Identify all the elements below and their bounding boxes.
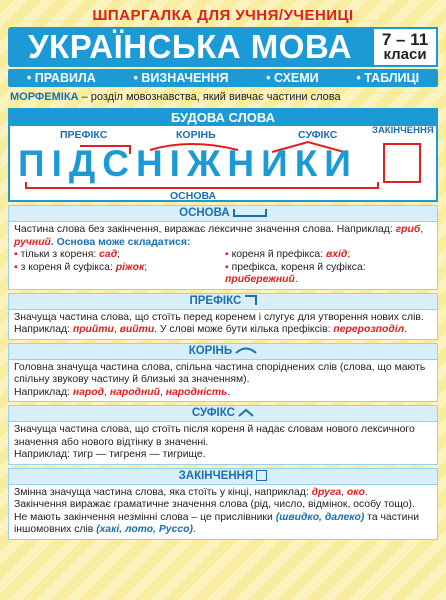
ending-body [9, 485, 437, 539]
title-bar [8, 27, 438, 67]
suffix-examples: Наприклад: тигр — тигреня — тигрище. [14, 449, 206, 460]
label-ending: ЗАКІНЧЕННЯ [372, 125, 434, 136]
osnova-example-1: гриб [395, 224, 421, 235]
sub-schemes: • СХЕМИ [266, 71, 319, 85]
grade-badge [372, 27, 438, 67]
word-structure-heading: БУДОВА СЛОВА [10, 110, 436, 126]
prefix-heading [9, 294, 437, 310]
section-ending [8, 468, 438, 540]
root-examples: Наприклад: народ, народний, народність. [14, 386, 231, 398]
ending-example-1: друга [311, 486, 342, 498]
list-item: ▪ тільки з кореня: сад; [14, 249, 121, 260]
subtitle-bar [8, 69, 438, 87]
osnova-heading [9, 206, 437, 222]
item-example: ріжок [115, 261, 145, 273]
suffix-title: СУФІКС [191, 407, 235, 419]
ending-note-mid: та частини іншомовних слів [14, 511, 420, 535]
ending-note-example-2: (хакі, лото, Руссо) [96, 524, 193, 535]
suffix-heading [9, 406, 437, 422]
ending-text-2: Закінчення виражає граматичне значення слова (рід, число, відмінок, особу тощо). [14, 499, 415, 510]
ending-title: ЗАКІНЧЕННЯ [178, 469, 254, 482]
grade-range: 7 – 11 [381, 30, 429, 49]
item-example: вхід [325, 249, 348, 260]
item-text: префікса, кореня й суфікса: [231, 261, 366, 273]
root-body [9, 360, 437, 402]
prefix-example-3: перерозподіл [333, 324, 405, 335]
suffix-body [9, 422, 437, 464]
root-title: КОРІНЬ [188, 344, 233, 357]
word-structure-diagram [10, 126, 436, 200]
label-suffix: СУФІКС [298, 129, 338, 141]
word-structure-panel [8, 108, 438, 202]
root-example-lead: Наприклад: [14, 386, 73, 398]
root-symbol-icon [235, 346, 257, 354]
prefix-example-1: прийти [72, 324, 114, 335]
ending-heading [9, 469, 437, 485]
osnova-example-2: ручний [14, 236, 51, 248]
morphemics-definition [10, 90, 436, 104]
ending-symbol-icon [256, 470, 267, 481]
prefix-symbol-icon [245, 295, 257, 305]
ending-note-end: . [192, 524, 196, 535]
sub-tables: • ТАБЛИЦІ [356, 71, 420, 85]
item-text: тільки з кореня: [20, 249, 100, 260]
section-osnova [8, 205, 438, 290]
ending-example-2: око [346, 486, 365, 498]
osnova-text: Частина слова без закінчення, виражає лексичне значення слова. Наприклад: [14, 224, 396, 235]
osnova-list [14, 249, 432, 287]
osnova-body: Частина слова без закінчення, виражає лексичне значення слова. Наприклад: гриб, ручний. Основа може складатися: ▪ тільки з кореня: сад; ▪ кореня й префікса: вхід; ▪ з кореня й суфікса: ріжок; ▪ префікса, кореня й суфікса: прибережний. [9, 222, 437, 289]
osnova-title: ОСНОВА [179, 207, 230, 219]
prefix-example-mid: . У слові може бути кілька префіксів: [154, 324, 334, 335]
root-heading [9, 344, 437, 360]
prefix-examples: Наприклад: прийти, вийти. У слові може бути кілька префіксів: перерозподіл. [14, 324, 407, 335]
prefix-text: Значуща частина слова, що стоїть перед коренем і слугує для утворення нових слів. [14, 311, 424, 323]
section-suffix [8, 405, 438, 465]
prefix-example-lead: Наприклад: [14, 324, 73, 335]
sub-definitions: • ВИЗНАЧЕННЯ [133, 71, 229, 85]
prefix-title: ПРЕФІКС [189, 294, 242, 307]
suffix-text: Значуща частина слова, що стоїть після кореня й надає словам нового лексичного значення або нового відтінку в значенні. [14, 424, 415, 448]
example-word: ПІДСНІЖНИКИ [18, 143, 358, 184]
ending-note: Не мають закінчення незмінні слова – це прислівники [14, 511, 276, 523]
list-item: ▪ префікса, кореня й суфікса: прибережний. [225, 261, 366, 285]
section-root [8, 343, 438, 403]
item-text: з кореня й суфікса: [20, 261, 116, 273]
item-example: сад [99, 249, 118, 260]
label-base: ОСНОВА [170, 190, 217, 202]
list-item: ▪ з кореня й суфікса: ріжок; [14, 261, 148, 273]
definition-text: – розділ мовознавства, який вивчає частини слова [78, 91, 341, 103]
prefix-example-2: вийти [119, 324, 155, 335]
item-text: кореня й префікса: [231, 249, 326, 260]
root-example-3: народність [165, 386, 228, 398]
ending-lead: Змінна значуща частина слова, яка стоїть у кінці, наприклад: [14, 486, 312, 498]
root-text: Головна значуща частина слова, спільна частина споріднених слів (слова, що мають спільну звукову частину й близькі за значенням). [14, 361, 426, 385]
ending-text-1: Змінна значуща частина слова, яка стоїть у кінці, наприклад: друга, око. [14, 486, 368, 498]
grade-word: класи [383, 46, 427, 63]
ending-text-3 [14, 512, 432, 537]
root-example-2: народний [109, 386, 160, 398]
list-item: ▪ кореня й префікса: вхід; [225, 249, 351, 260]
definition-term: МОРФЕМІКА [10, 91, 79, 103]
root-example-1: народ [72, 386, 105, 398]
section-prefix [8, 293, 438, 340]
suffix-symbol-icon [238, 409, 254, 417]
header-top: ШПАРГАЛКА ДЛЯ УЧНЯ/УЧЕНИЦІ [92, 7, 354, 24]
item-example: прибережний [225, 274, 295, 285]
osnova-consists: . Основа може складатися: [50, 236, 191, 248]
label-prefix: ПРЕФІКС [60, 129, 108, 141]
ending-note-example-1: (швидко, далеко) [275, 511, 365, 523]
sub-rules: • ПРАВИЛА [26, 71, 96, 85]
page-title: УКРАЇНСЬКА МОВА [8, 27, 372, 67]
label-root: КОРІНЬ [176, 129, 216, 141]
prefix-body [9, 310, 437, 339]
osnova-symbol-icon [233, 209, 267, 217]
